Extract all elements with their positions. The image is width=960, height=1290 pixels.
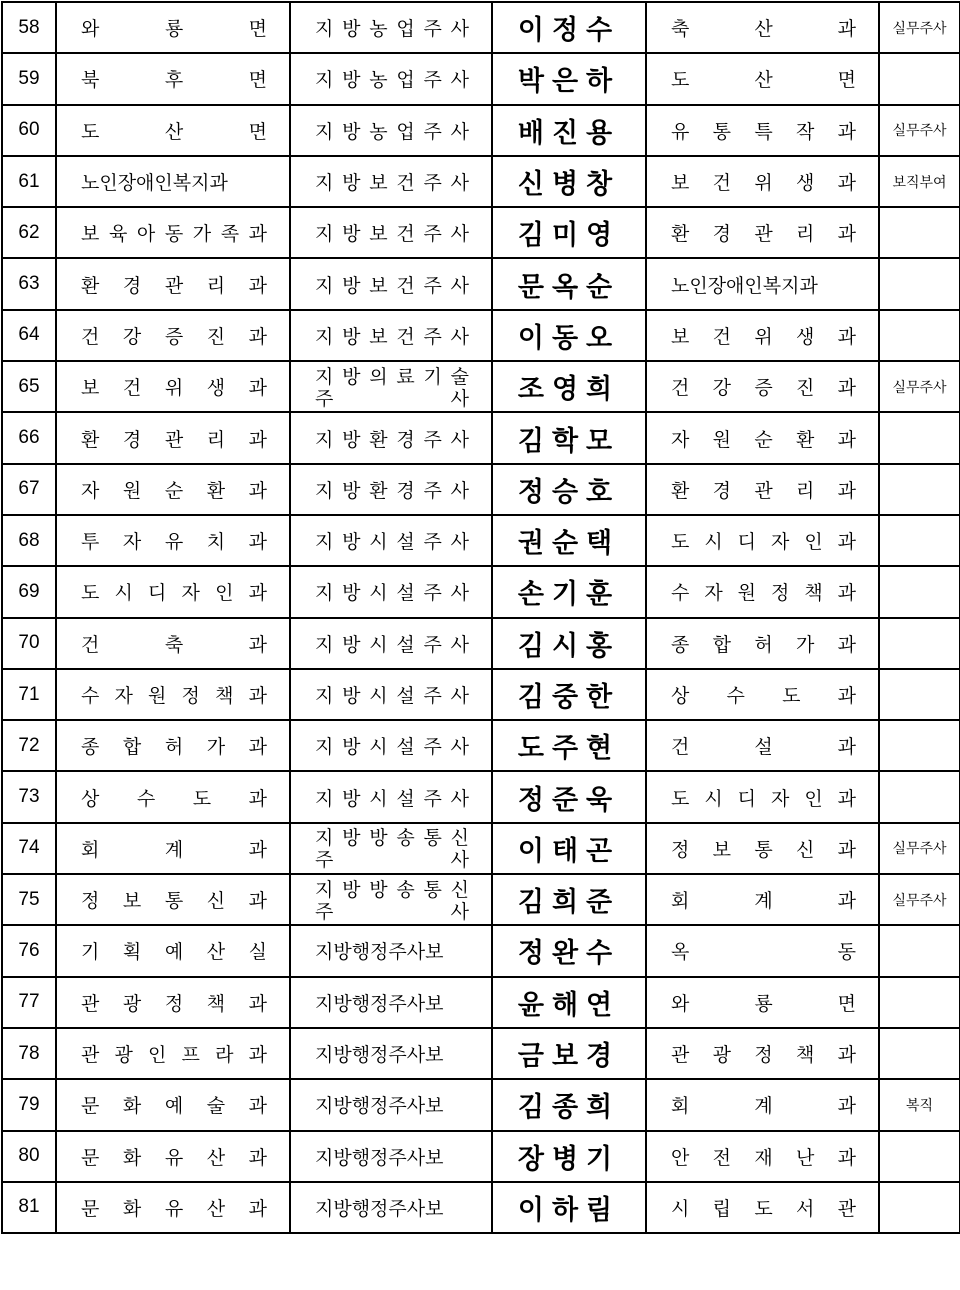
new-dept-cell: 상 수 도 과 — [646, 669, 879, 720]
table-row — [2, 669, 960, 720]
employee-name-cell: 이태곤 — [492, 823, 646, 874]
previous-dept-cell: 종 합 허 가 과 — [56, 720, 290, 771]
remark-cell — [879, 925, 960, 976]
employee-name-cell: 금보경 — [492, 1028, 646, 1079]
rank-cell: 지방행정주사보 — [290, 925, 492, 976]
rank-cell: 지 방 환 경 주 사 — [290, 464, 492, 515]
rank-cell: 지방행정주사보 — [290, 1028, 492, 1079]
row-number-cell: 78 — [2, 1028, 56, 1079]
rank-cell: 지 방 방 송 통 신 주 사 — [290, 823, 492, 874]
table-row — [2, 1028, 960, 1079]
table-row — [2, 53, 960, 104]
table-row — [2, 771, 960, 822]
rank-cell: 지 방 방 송 통 신 주 사 — [290, 874, 492, 925]
rank-cell: 지 방 보 건 주 사 — [290, 156, 492, 207]
row-number-cell: 65 — [2, 361, 56, 412]
row-number-cell: 58 — [2, 2, 56, 53]
remark-cell: 실무주사 — [879, 2, 960, 53]
previous-dept-cell: 노인장애인복지과 — [56, 156, 290, 207]
previous-dept-cell: 정 보 통 신 과 — [56, 874, 290, 925]
remark-cell — [879, 1028, 960, 1079]
table-row — [2, 464, 960, 515]
remark-cell — [879, 464, 960, 515]
new-dept-cell: 보 건 위 생 과 — [646, 310, 879, 361]
employee-name-cell: 김학모 — [492, 412, 646, 463]
previous-dept-cell: 보 육 아 동 가 족 과 — [56, 207, 290, 258]
new-dept-cell: 노인장애인복지과 — [646, 258, 879, 309]
remark-cell — [879, 720, 960, 771]
rank-cell: 지방행정주사보 — [290, 1079, 492, 1130]
row-number-cell: 73 — [2, 771, 56, 822]
previous-dept-cell: 투 자 유 치 과 — [56, 515, 290, 566]
table-row — [2, 874, 960, 925]
new-dept-cell: 도 시 디 자 인 과 — [646, 515, 879, 566]
table-row — [2, 2, 960, 53]
row-number-cell: 74 — [2, 823, 56, 874]
new-dept-cell: 도 시 디 자 인 과 — [646, 771, 879, 822]
previous-dept-cell: 보 건 위 생 과 — [56, 361, 290, 412]
table-row — [2, 720, 960, 771]
table-row — [2, 1182, 960, 1233]
rank-cell: 지 방 보 건 주 사 — [290, 258, 492, 309]
personnel-table — [1, 1, 960, 1234]
new-dept-cell: 수 자 원 정 책 과 — [646, 566, 879, 617]
new-dept-cell: 보 건 위 생 과 — [646, 156, 879, 207]
previous-dept-cell: 북 후 면 — [56, 53, 290, 104]
employee-name-cell: 김중한 — [492, 669, 646, 720]
rank-cell: 지 방 시 설 주 사 — [290, 618, 492, 669]
table-row — [2, 566, 960, 617]
rank-cell: 지 방 시 설 주 사 — [290, 771, 492, 822]
row-number-cell: 70 — [2, 618, 56, 669]
remark-cell — [879, 515, 960, 566]
table-row — [2, 1131, 960, 1182]
new-dept-cell: 건 강 증 진 과 — [646, 361, 879, 412]
row-number-cell: 77 — [2, 977, 56, 1028]
row-number-cell: 61 — [2, 156, 56, 207]
previous-dept-cell: 문 화 유 산 과 — [56, 1131, 290, 1182]
employee-name-cell: 김미영 — [492, 207, 646, 258]
employee-name-cell: 신병창 — [492, 156, 646, 207]
rank-cell: 지 방 시 설 주 사 — [290, 515, 492, 566]
employee-name-cell: 이동오 — [492, 310, 646, 361]
table-row — [2, 1079, 960, 1130]
rank-cell: 지 방 시 설 주 사 — [290, 566, 492, 617]
remark-cell: 실무주사 — [879, 361, 960, 412]
new-dept-cell: 환 경 관 리 과 — [646, 207, 879, 258]
table-row — [2, 105, 960, 156]
remark-cell — [879, 1131, 960, 1182]
rank-cell: 지 방 농 업 주 사 — [290, 2, 492, 53]
employee-name-cell: 장병기 — [492, 1131, 646, 1182]
rank-cell: 지 방 보 건 주 사 — [290, 207, 492, 258]
table-row — [2, 977, 960, 1028]
employee-name-cell: 이정수 — [492, 2, 646, 53]
employee-name-cell: 정승호 — [492, 464, 646, 515]
row-number-cell: 75 — [2, 874, 56, 925]
row-number-cell: 63 — [2, 258, 56, 309]
row-number-cell: 59 — [2, 53, 56, 104]
rank-cell: 지 방 시 설 주 사 — [290, 720, 492, 771]
new-dept-cell: 정 보 통 신 과 — [646, 823, 879, 874]
remark-cell — [879, 412, 960, 463]
previous-dept-cell: 관 광 인 프 라 과 — [56, 1028, 290, 1079]
remark-cell: 복직 — [879, 1079, 960, 1130]
remark-cell — [879, 977, 960, 1028]
row-number-cell: 72 — [2, 720, 56, 771]
remark-cell: 실무주사 — [879, 823, 960, 874]
new-dept-cell: 시 립 도 서 관 — [646, 1182, 879, 1233]
employee-name-cell: 김시홍 — [492, 618, 646, 669]
row-number-cell: 62 — [2, 207, 56, 258]
previous-dept-cell: 수 자 원 정 책 과 — [56, 669, 290, 720]
employee-name-cell: 김종희 — [492, 1079, 646, 1130]
remark-cell: 보직부여 — [879, 156, 960, 207]
row-number-cell: 76 — [2, 925, 56, 976]
new-dept-cell: 안 전 재 난 과 — [646, 1131, 879, 1182]
previous-dept-cell: 도 산 면 — [56, 105, 290, 156]
remark-cell — [879, 618, 960, 669]
table-row — [2, 618, 960, 669]
row-number-cell: 67 — [2, 464, 56, 515]
row-number-cell: 81 — [2, 1182, 56, 1233]
row-number-cell: 66 — [2, 412, 56, 463]
new-dept-cell: 도 산 면 — [646, 53, 879, 104]
remark-cell — [879, 669, 960, 720]
new-dept-cell: 자 원 순 환 과 — [646, 412, 879, 463]
new-dept-cell: 유 통 특 작 과 — [646, 105, 879, 156]
row-number-cell: 68 — [2, 515, 56, 566]
previous-dept-cell: 와 룡 면 — [56, 2, 290, 53]
rank-cell: 지 방 보 건 주 사 — [290, 310, 492, 361]
previous-dept-cell: 문 화 예 술 과 — [56, 1079, 290, 1130]
employee-name-cell: 권순택 — [492, 515, 646, 566]
employee-name-cell: 박은하 — [492, 53, 646, 104]
employee-name-cell: 윤해연 — [492, 977, 646, 1028]
new-dept-cell: 관 광 정 책 과 — [646, 1028, 879, 1079]
previous-dept-cell: 환 경 관 리 과 — [56, 258, 290, 309]
table-row — [2, 258, 960, 309]
remark-cell — [879, 1182, 960, 1233]
previous-dept-cell: 환 경 관 리 과 — [56, 412, 290, 463]
table-row — [2, 412, 960, 463]
employee-name-cell: 이하림 — [492, 1182, 646, 1233]
previous-dept-cell: 도 시 디 자 인 과 — [56, 566, 290, 617]
new-dept-cell: 와 룡 면 — [646, 977, 879, 1028]
new-dept-cell: 환 경 관 리 과 — [646, 464, 879, 515]
employee-name-cell: 문옥순 — [492, 258, 646, 309]
table-row — [2, 515, 960, 566]
rank-cell: 지방행정주사보 — [290, 1182, 492, 1233]
employee-name-cell: 배진용 — [492, 105, 646, 156]
employee-name-cell: 손기훈 — [492, 566, 646, 617]
previous-dept-cell: 자 원 순 환 과 — [56, 464, 290, 515]
previous-dept-cell: 문 화 유 산 과 — [56, 1182, 290, 1233]
row-number-cell: 69 — [2, 566, 56, 617]
previous-dept-cell: 건 강 증 진 과 — [56, 310, 290, 361]
remark-cell — [879, 310, 960, 361]
previous-dept-cell: 관 광 정 책 과 — [56, 977, 290, 1028]
row-number-cell: 71 — [2, 669, 56, 720]
previous-dept-cell: 기 획 예 산 실 — [56, 925, 290, 976]
rank-cell: 지방행정주사보 — [290, 977, 492, 1028]
remark-cell — [879, 207, 960, 258]
row-number-cell: 79 — [2, 1079, 56, 1130]
table-body — [2, 2, 960, 1233]
employee-name-cell: 도주현 — [492, 720, 646, 771]
employee-name-cell: 김희준 — [492, 874, 646, 925]
table-row — [2, 207, 960, 258]
table-row — [2, 156, 960, 207]
row-number-cell: 64 — [2, 310, 56, 361]
rank-cell: 지 방 환 경 주 사 — [290, 412, 492, 463]
new-dept-cell: 축 산 과 — [646, 2, 879, 53]
remark-cell — [879, 566, 960, 617]
rank-cell: 지 방 농 업 주 사 — [290, 105, 492, 156]
previous-dept-cell: 상 수 도 과 — [56, 771, 290, 822]
remark-cell — [879, 771, 960, 822]
table-row — [2, 823, 960, 874]
new-dept-cell: 회 계 과 — [646, 1079, 879, 1130]
remark-cell: 실무주사 — [879, 874, 960, 925]
remark-cell — [879, 258, 960, 309]
rank-cell: 지 방 의 료 기 술 주 사 — [290, 361, 492, 412]
new-dept-cell: 옥 동 — [646, 925, 879, 976]
employee-name-cell: 조영희 — [492, 361, 646, 412]
rank-cell: 지방행정주사보 — [290, 1131, 492, 1182]
previous-dept-cell: 회 계 과 — [56, 823, 290, 874]
new-dept-cell: 종 합 허 가 과 — [646, 618, 879, 669]
employee-name-cell: 정준욱 — [492, 771, 646, 822]
new-dept-cell: 건 설 과 — [646, 720, 879, 771]
remark-cell — [879, 53, 960, 104]
rank-cell: 지 방 농 업 주 사 — [290, 53, 492, 104]
table-row — [2, 361, 960, 412]
rank-cell: 지 방 시 설 주 사 — [290, 669, 492, 720]
table-row — [2, 925, 960, 976]
table-row — [2, 310, 960, 361]
row-number-cell: 80 — [2, 1131, 56, 1182]
previous-dept-cell: 건 축 과 — [56, 618, 290, 669]
row-number-cell: 60 — [2, 105, 56, 156]
remark-cell: 실무주사 — [879, 105, 960, 156]
new-dept-cell: 회 계 과 — [646, 874, 879, 925]
employee-name-cell: 정완수 — [492, 925, 646, 976]
